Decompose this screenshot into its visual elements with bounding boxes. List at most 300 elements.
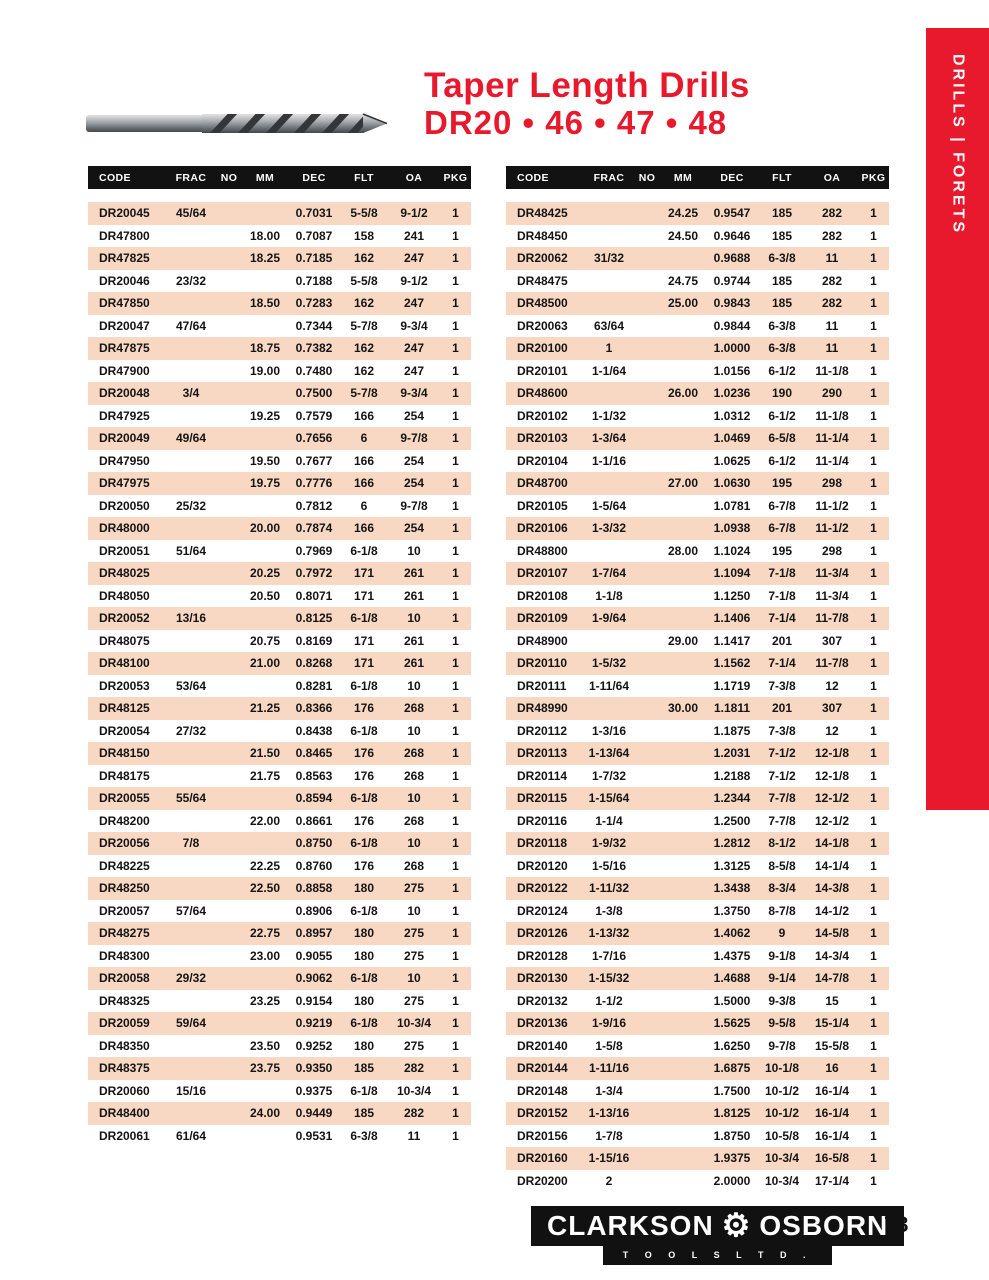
cell-code: DR48200 (99, 813, 150, 828)
cell-mm: 22.75 (249, 926, 281, 941)
table-row (506, 607, 889, 630)
cell-pkg: 1 (870, 926, 877, 941)
cell-code: DR20136 (517, 1016, 568, 1031)
cell-pkg: 1 (452, 903, 459, 918)
table-row (506, 877, 889, 900)
cell-dec: 0.8957 (295, 926, 333, 941)
cell-code: DR20045 (99, 206, 150, 221)
cell-oa: 11 (825, 318, 839, 333)
cell-flt: 195 (771, 543, 793, 558)
cell-dec: 0.7677 (295, 453, 333, 468)
cell-code: DR48450 (517, 228, 568, 243)
cell-oa: 9-3/4 (400, 318, 428, 333)
table-row (88, 742, 471, 765)
cell-flt: 6-7/8 (768, 521, 796, 536)
cell-code: DR20128 (517, 948, 568, 963)
cell-pkg: 1 (452, 633, 459, 648)
cell-dec: 0.8465 (295, 746, 333, 761)
cell-flt: 176 (353, 746, 375, 761)
cell-code: DR20102 (517, 408, 568, 423)
cell-pkg: 1 (870, 993, 877, 1008)
cell-dec: 0.8760 (295, 858, 333, 873)
cell-code: DR47900 (99, 363, 150, 378)
cell-dec: 1.1417 (713, 633, 751, 648)
table-row (88, 720, 471, 743)
cell-code: DR20100 (517, 341, 568, 356)
table-row (506, 900, 889, 923)
cell-oa: 9-3/4 (400, 386, 428, 401)
cell-mm: 21.75 (249, 768, 281, 783)
cell-frac: 1-3/16 (591, 723, 627, 738)
table-row (506, 1125, 889, 1148)
cell-frac: 1-3/32 (591, 521, 627, 536)
cell-dec: 1.0625 (713, 453, 751, 468)
cell-dec: 0.9055 (295, 948, 333, 963)
cell-code: DR20106 (517, 521, 568, 536)
cell-code: DR20050 (99, 498, 150, 513)
cell-pkg: 1 (870, 386, 877, 401)
cell-dec: 1.6250 (713, 1038, 751, 1053)
table-row (88, 877, 471, 900)
cell-flt: 185 (771, 206, 793, 221)
cell-oa: 11-3/4 (815, 588, 849, 603)
cell-mm: 22.25 (249, 858, 281, 873)
cell-flt: 10-3/4 (764, 1173, 800, 1188)
table-row (506, 630, 889, 653)
table-row (506, 742, 889, 765)
cell-flt: 171 (353, 633, 375, 648)
cell-dec: 1.9375 (713, 1151, 751, 1166)
table-row (506, 585, 889, 608)
cell-oa: 261 (403, 588, 425, 603)
cell-frac: 1-5/32 (591, 656, 627, 671)
table-row (506, 1012, 889, 1035)
column-header-flt: FLT (354, 171, 374, 184)
cell-oa: 282 (821, 206, 843, 221)
cell-dec: 0.7969 (295, 543, 333, 558)
cell-mm: 18.50 (249, 296, 281, 311)
table-row (506, 697, 889, 720)
cell-oa: 14-1/2 (814, 903, 850, 918)
cell-pkg: 1 (870, 588, 877, 603)
cell-mm: 25.00 (667, 296, 699, 311)
cell-flt: 6-5/8 (768, 431, 796, 446)
cell-frac: 1-3/64 (591, 431, 627, 446)
cell-code: DR48075 (99, 633, 150, 648)
cell-mm: 21.00 (249, 656, 281, 671)
cell-dec: 0.8858 (295, 881, 333, 896)
cell-frac: 1-1/16 (591, 453, 627, 468)
cell-flt: 6-1/8 (350, 903, 378, 918)
table-body-right (506, 202, 889, 1192)
brand-name-right: OSBORN (759, 1210, 889, 1241)
cell-flt: 185 (353, 1061, 375, 1076)
cell-oa: 10-3/4 (396, 1016, 432, 1031)
cell-oa: 9-7/8 (400, 431, 428, 446)
table-row (506, 990, 889, 1013)
cell-pkg: 1 (452, 453, 459, 468)
cell-flt: 5-7/8 (350, 386, 378, 401)
cell-frac: 1-1/4 (595, 813, 623, 828)
cell-oa: 290 (821, 386, 843, 401)
drill-bit-graphic (84, 102, 390, 146)
cell-flt: 6-3/8 (350, 1128, 378, 1143)
page-number: 73 (884, 1212, 909, 1237)
cell-mm: 19.00 (249, 363, 281, 378)
cell-dec: 1.2344 (713, 791, 751, 806)
cell-frac: 2 (605, 1173, 613, 1188)
cell-dec: 0.9449 (295, 1106, 333, 1121)
cell-frac: 1-5/16 (591, 858, 627, 873)
cell-flt: 7-1/2 (768, 746, 796, 761)
cell-flt: 171 (353, 566, 375, 581)
cell-flt: 7-7/8 (768, 813, 796, 828)
cell-dec: 1.8750 (713, 1128, 751, 1143)
cell-pkg: 1 (870, 1083, 877, 1098)
cell-pkg: 1 (870, 701, 877, 716)
cell-pkg: 1 (870, 1151, 877, 1166)
cell-code: DR48800 (517, 543, 568, 558)
tables-region (88, 166, 889, 1192)
table-row (506, 675, 889, 698)
cell-code: DR48600 (517, 386, 568, 401)
cell-flt: 7-3/8 (768, 723, 796, 738)
table-row (506, 1102, 889, 1125)
cell-code: DR20059 (99, 1016, 150, 1031)
cell-dec: 1.4062 (713, 926, 751, 941)
cell-dec: 0.8750 (295, 836, 333, 851)
cell-flt: 6-1/8 (350, 791, 378, 806)
cell-code: DR20124 (517, 903, 568, 918)
cell-pkg: 1 (870, 341, 877, 356)
table-row (506, 855, 889, 878)
column-header-frac: FRAC (175, 171, 207, 184)
cell-pkg: 1 (452, 228, 459, 243)
cell-frac: 1-7/16 (591, 948, 627, 963)
cell-oa: 261 (403, 566, 425, 581)
cell-dec: 0.7776 (295, 476, 333, 491)
column-header-code: CODE (517, 171, 549, 184)
cell-code: DR20114 (517, 768, 568, 783)
cell-flt: 6-1/8 (350, 1016, 378, 1031)
cell-oa: 12-1/8 (814, 746, 850, 761)
cell-dec: 0.7031 (295, 206, 333, 221)
cell-code: DR20062 (517, 251, 568, 266)
cell-oa: 268 (403, 813, 425, 828)
cell-frac: 1-13/16 (588, 1106, 630, 1121)
table-row (88, 900, 471, 923)
cell-frac: 1-9/32 (591, 836, 627, 851)
cell-flt: 185 (771, 228, 793, 243)
cell-flt: 158 (353, 228, 375, 243)
cell-code: DR20105 (517, 498, 568, 513)
cell-pkg: 1 (870, 476, 877, 491)
cell-frac: 1-3/4 (595, 1083, 623, 1098)
drill-bit-image (84, 102, 390, 151)
cell-dec: 1.3750 (713, 903, 751, 918)
cell-flt: 6-1/8 (350, 1083, 378, 1098)
cell-oa: 275 (403, 948, 425, 963)
cell-mm: 21.25 (249, 701, 281, 716)
cell-mm: 20.75 (249, 633, 281, 648)
table-row (88, 1035, 471, 1058)
cell-flt: 166 (353, 521, 375, 536)
cell-code: DR48250 (99, 881, 150, 896)
column-header-frac: FRAC (593, 171, 625, 184)
table-row (506, 787, 889, 810)
cell-oa: 9-7/8 (400, 498, 428, 513)
cell-code: DR48375 (99, 1061, 150, 1076)
cell-flt: 9-5/8 (768, 1016, 796, 1031)
cell-code: DR20051 (99, 543, 150, 558)
cell-oa: 11-1/4 (815, 453, 849, 468)
table-row (88, 630, 471, 653)
cell-dec: 0.9744 (713, 273, 751, 288)
table-row (88, 967, 471, 990)
cell-flt: 9-1/8 (768, 948, 796, 963)
table-header-left (88, 166, 471, 189)
cell-dec: 0.9219 (295, 1016, 333, 1031)
cell-code: DR48000 (99, 521, 150, 536)
table-row (88, 1080, 471, 1103)
table-row (506, 1147, 889, 1170)
cell-frac: 1-7/8 (595, 1128, 623, 1143)
cell-pkg: 1 (870, 791, 877, 806)
table-row (88, 337, 471, 360)
cell-code: DR48150 (99, 746, 150, 761)
cell-pkg: 1 (452, 768, 459, 783)
cell-code: DR47875 (99, 341, 150, 356)
cell-mm: 18.00 (249, 228, 281, 243)
cell-pkg: 1 (452, 701, 459, 716)
cell-pkg: 1 (870, 903, 877, 918)
cell-dec: 1.2812 (713, 836, 751, 851)
cell-pkg: 1 (452, 498, 459, 513)
cell-oa: 16-5/8 (814, 1151, 850, 1166)
cell-dec: 0.8906 (295, 903, 333, 918)
cell-oa: 15-1/4 (814, 1016, 850, 1031)
table-body-left (88, 202, 471, 1147)
cell-mm: 24.25 (667, 206, 699, 221)
cell-flt: 5-5/8 (350, 206, 378, 221)
cell-frac: 1-1/8 (595, 588, 623, 603)
cell-oa: 282 (821, 228, 843, 243)
cell-flt: 176 (353, 858, 375, 873)
cell-code: DR48300 (99, 948, 150, 963)
cell-code: DR20112 (517, 723, 568, 738)
table-row (88, 585, 471, 608)
table-row (506, 540, 889, 563)
cell-frac: 49/64 (175, 431, 207, 446)
table-row (506, 832, 889, 855)
cell-code: DR48225 (99, 858, 150, 873)
cell-flt: 171 (353, 656, 375, 671)
cell-pkg: 1 (870, 498, 877, 513)
cell-flt: 185 (353, 1106, 375, 1121)
cell-flt: 171 (353, 588, 375, 603)
cell-pkg: 1 (870, 768, 877, 783)
cell-dec: 0.9531 (295, 1128, 333, 1143)
cell-flt: 7-1/8 (768, 566, 796, 581)
cell-code: DR48025 (99, 566, 150, 581)
cell-oa: 9-1/2 (400, 206, 428, 221)
side-tab-label: DRILLS | FORETS (949, 54, 967, 236)
column-header-mm: MM (673, 171, 693, 184)
drill-table-right (506, 166, 889, 1192)
cell-flt: 195 (771, 476, 793, 491)
cell-frac: 7/8 (182, 836, 200, 851)
cell-flt: 9-3/8 (768, 993, 796, 1008)
cell-code: DR20160 (517, 1151, 568, 1166)
cell-mm: 28.00 (667, 543, 699, 558)
table-row (506, 360, 889, 383)
cell-frac: 23/32 (175, 273, 207, 288)
cell-frac: 1-5/8 (595, 1038, 623, 1053)
cell-oa: 275 (403, 926, 425, 941)
table-row (88, 450, 471, 473)
cell-dec: 0.7500 (295, 386, 333, 401)
cell-flt: 6 (360, 431, 368, 446)
cell-code: DR20047 (99, 318, 150, 333)
cell-code: DR47850 (99, 296, 150, 311)
cell-flt: 166 (353, 453, 375, 468)
cell-frac: 1 (605, 341, 613, 356)
gear-icon: ⚙ (721, 1207, 752, 1243)
table-row (88, 1102, 471, 1125)
cell-oa: 247 (403, 341, 425, 356)
table-row (506, 810, 889, 833)
cell-flt: 9 (778, 926, 786, 941)
cell-code: DR20144 (517, 1061, 568, 1076)
cell-frac: 1-7/64 (591, 566, 627, 581)
cell-code: DR20148 (517, 1083, 568, 1098)
cell-dec: 1.2031 (713, 746, 751, 761)
cell-flt: 180 (353, 993, 375, 1008)
cell-pkg: 1 (870, 836, 877, 851)
table-row (506, 315, 889, 338)
cell-dec: 0.9646 (713, 228, 751, 243)
table-row (506, 382, 889, 405)
cell-flt: 6-3/8 (768, 318, 796, 333)
table-row (506, 337, 889, 360)
table-row (506, 270, 889, 293)
cell-flt: 7-1/4 (768, 656, 796, 671)
cell-flt: 176 (353, 768, 375, 783)
column-header-dec: DEC (720, 171, 744, 184)
cell-oa: 12 (825, 678, 839, 693)
cell-pkg: 1 (870, 881, 877, 896)
cell-dec: 1.0000 (713, 341, 751, 356)
side-tab (926, 28, 989, 810)
cell-oa: 247 (403, 363, 425, 378)
cell-code: DR48050 (99, 588, 150, 603)
table-row (88, 495, 471, 518)
cell-frac: 1-11/16 (588, 1061, 630, 1076)
cell-dec: 1.1562 (713, 656, 751, 671)
cell-mm: 29.00 (667, 633, 699, 648)
cell-dec: 0.7972 (295, 566, 333, 581)
cell-dec: 0.7283 (295, 296, 333, 311)
cell-pkg: 1 (452, 746, 459, 761)
cell-pkg: 1 (452, 656, 459, 671)
cell-dec: 0.7344 (295, 318, 333, 333)
table-header-right (506, 166, 889, 189)
cell-flt: 6-1/8 (350, 836, 378, 851)
cell-dec: 0.8366 (295, 701, 333, 716)
cell-code: DR20107 (517, 566, 568, 581)
cell-dec: 1.8125 (713, 1106, 751, 1121)
cell-oa: 282 (403, 1061, 425, 1076)
cell-flt: 6-1/8 (350, 543, 378, 558)
cell-pkg: 1 (870, 633, 877, 648)
table-row (88, 990, 471, 1013)
cell-mm: 19.25 (249, 408, 281, 423)
table-row (88, 540, 471, 563)
cell-code: DR48475 (517, 273, 568, 288)
cell-oa: 12-1/2 (814, 813, 850, 828)
cell-frac: 1-15/64 (588, 791, 630, 806)
cell-mm: 19.50 (249, 453, 281, 468)
page-title-line1: Taper Length Drills (424, 66, 750, 105)
cell-pkg: 1 (452, 318, 459, 333)
cell-mm: 18.75 (249, 341, 281, 356)
cell-dec: 0.9844 (713, 318, 751, 333)
cell-flt: 6-7/8 (768, 498, 796, 513)
table-row (88, 697, 471, 720)
cell-pkg: 1 (870, 1016, 877, 1031)
cell-pkg: 1 (452, 566, 459, 581)
cell-mm: 18.25 (249, 251, 281, 266)
table-row (88, 292, 471, 315)
cell-oa: 12-1/8 (814, 768, 850, 783)
cell-dec: 0.8169 (295, 633, 333, 648)
brand-name-left: CLARKSON (547, 1210, 714, 1241)
cell-dec: 0.7812 (295, 498, 333, 513)
column-header-pkg: PKG (861, 171, 886, 184)
cell-pkg: 1 (452, 476, 459, 491)
cell-flt: 162 (353, 296, 375, 311)
cell-frac: 1-15/32 (588, 971, 630, 986)
cell-flt: 180 (353, 881, 375, 896)
table-row (88, 675, 471, 698)
cell-dec: 0.8661 (295, 813, 333, 828)
cell-code: DR20113 (517, 746, 568, 761)
cell-frac: 1-9/16 (591, 1016, 627, 1031)
cell-code: DR47925 (99, 408, 150, 423)
cell-dec: 0.7382 (295, 341, 333, 356)
table-row (88, 360, 471, 383)
table-row (88, 652, 471, 675)
cell-flt: 201 (771, 633, 793, 648)
cell-dec: 0.8281 (295, 678, 333, 693)
cell-flt: 6-3/8 (768, 341, 796, 356)
table-row (88, 855, 471, 878)
cell-pkg: 1 (870, 1061, 877, 1076)
cell-dec: 0.7874 (295, 521, 333, 536)
table-row (506, 922, 889, 945)
cell-dec: 0.7188 (295, 273, 333, 288)
cell-oa: 11-7/8 (815, 656, 849, 671)
cell-oa: 11 (825, 251, 839, 266)
table-row (506, 247, 889, 270)
column-header-pkg: PKG (443, 171, 468, 184)
cell-oa: 247 (403, 296, 425, 311)
cell-oa: 268 (403, 746, 425, 761)
cell-pkg: 1 (870, 228, 877, 243)
cell-dec: 1.3125 (713, 858, 751, 873)
table-row (506, 472, 889, 495)
cell-flt: 8-1/2 (768, 836, 796, 851)
